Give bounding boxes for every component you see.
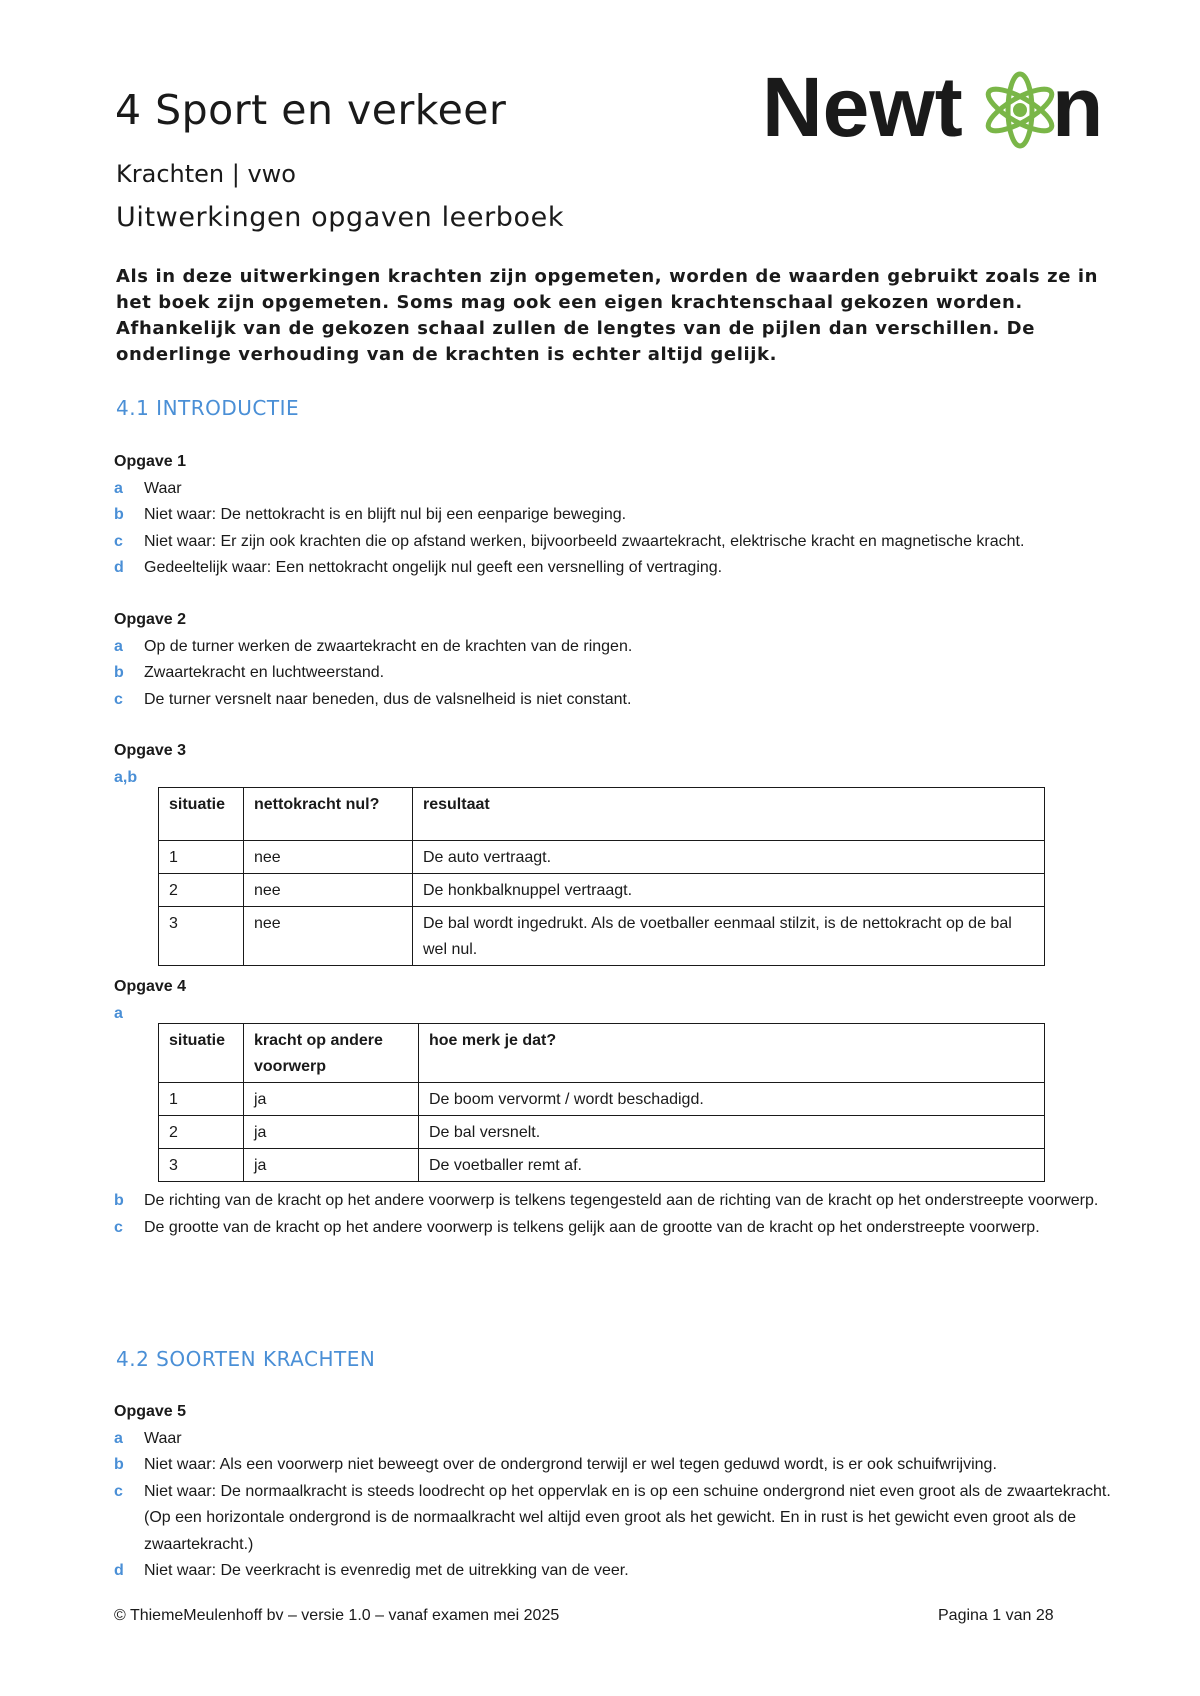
answer-item [114,502,1114,529]
answer-label: d [114,559,124,576]
column-header: situatie [159,788,244,841]
table-row [159,841,1045,874]
column-header: kracht op andere voorwerp [244,1024,419,1083]
table-row [159,1083,1045,1116]
answer-label: a [114,479,123,497]
subtitle: Krachten | vwo [116,160,296,188]
opgave-title: Opgave 3 [114,742,187,759]
opgave-3 [114,738,1114,791]
answer-item [114,1558,1114,1585]
answer-text: Niet waar: De normaalkracht is steeds loodrecht op het oppervlak en is op een schuine ondergrond niet even groot als de zwaartekracht. (Op een horizontale ondergrond is de normaalkracht wel altijd even groot als het gewicht. En in rust is het gewicht even groot als de zwaartekracht.) [144,1482,1111,1553]
answer-text: Waar [144,1429,182,1447]
answer-item [114,476,1114,503]
answer-label: d [114,1562,124,1579]
answer-text: Gedeeltelijk waar: Een nettokracht ongelijk nul geeft een versnelling of vertraging. [144,559,723,576]
opgave-1 [114,449,1114,582]
answer-item [114,1479,1114,1559]
opgave-4 [114,974,1114,1027]
answer-item [114,1426,1114,1453]
answer-item [114,1215,1114,1242]
section-heading-4-1: 4.1 INTRODUCTIE [116,396,300,420]
answer-text: Waar [144,479,182,497]
svg-text:n: n [1052,62,1104,152]
answer-text: Zwaartekracht en luchtweerstand. [144,664,385,681]
column-header: nettokracht nul? [244,788,413,841]
table-cell: 1 [159,841,244,874]
opgave-3-table [158,787,1045,966]
answer-text: Niet waar: De veerkracht is evenredig met de uitrekking van de veer. [144,1562,629,1579]
opgave-4-answers [114,1188,1114,1241]
table-cell: ja [244,1083,419,1116]
answer-text: De turner versnelt naar beneden, dus de valsnelheid is niet constant. [144,690,632,708]
table-row [159,1149,1045,1182]
answer-item [114,529,1114,556]
table-cell: 3 [159,907,244,966]
answer-item [114,660,1114,687]
answer-label: c [114,690,123,708]
answer-label: c [114,1482,123,1500]
table-cell: 1 [159,1083,244,1116]
answer-label: b [114,1456,124,1473]
table-row [159,1116,1045,1149]
table-cell: ja [244,1116,419,1149]
footer-page-number: Pagina 1 van 28 [938,1607,1054,1624]
footer-copyright: © ThiemeMeulenhoff bv – versie 1.0 – vanaf examen mei 2025 [114,1607,560,1624]
answer-text: Niet waar: Als een voorwerp niet beweegt over de ondergrond terwijl er wel tegen geduwd wordt, is er ook schuifwrijving. [144,1456,997,1473]
answer-label: b [114,1192,124,1209]
answer-item [114,1188,1114,1215]
answer-label: b [114,506,124,523]
answer-label: a [114,1429,123,1447]
table-row [159,907,1045,966]
answer-item [114,1452,1114,1479]
table-cell: De honkbalknuppel vertraagt. [413,874,1045,907]
table-header-row [159,788,1045,841]
table-cell: 2 [159,874,244,907]
table-cell: ja [244,1149,419,1182]
answer-label: a [114,637,123,655]
opgave-5 [114,1399,1114,1585]
answer-text: De grootte van de kracht op het andere voorwerp is telkens gelijk aan de grootte van de kracht op het onderstreepte voorwerp. [144,1218,1040,1236]
answer-item [114,634,1114,661]
table-cell: De voetballer remt af. [419,1149,1045,1182]
atom-icon [983,74,1057,146]
answer-text: De richting van de kracht op het andere voorwerp is telkens tegengesteld aan de richting van de kracht op het onderstreepte voorwerp. [144,1192,1099,1209]
table-cell: De bal versnelt. [419,1116,1045,1149]
answer-label: b [114,664,124,681]
answer-text: Niet waar: Er zijn ook krachten die op afstand werken, bijvoorbeeld zwaartekracht, elektrische kracht en magnetische kracht. [144,532,1025,550]
sub-question-label: a,b [114,768,138,786]
table-cell: nee [244,874,413,907]
newton-logo [762,62,1112,152]
answer-text: Niet waar: De nettokracht is en blijft nul bij een eenparige beweging. [144,506,627,523]
column-header: situatie [159,1024,244,1083]
svg-text:Newt: Newt [762,62,963,152]
answer-item [114,555,1114,582]
table-cell: 3 [159,1149,244,1182]
table-cell: De boom vervormt / wordt beschadigd. [419,1083,1045,1116]
column-header: hoe merk je dat? [419,1024,1045,1083]
table-cell: 2 [159,1116,244,1149]
opgave-4-table [158,1023,1045,1182]
page-title: 4 Sport en verkeer [115,86,507,134]
answer-label: c [114,532,123,550]
table-row [159,874,1045,907]
column-header: resultaat [413,788,1045,841]
answer-item [114,687,1114,714]
opgave-title: Opgave 4 [114,978,187,995]
table-cell: nee [244,907,413,966]
table-cell: De auto vertraagt. [413,841,1045,874]
opgave-2 [114,607,1114,713]
opgave-title: Opgave 1 [114,453,187,470]
table-cell: nee [244,841,413,874]
opgave-title: Opgave 2 [114,611,187,628]
answer-text: Op de turner werken de zwaartekracht en de krachten van de ringen. [144,637,633,655]
answer-label: c [114,1218,123,1236]
document-subtitle: Uitwerkingen opgaven leerboek [116,202,565,233]
sub-question-label: a [114,1004,123,1022]
intro-paragraph: Als in deze uitwerkingen krachten zijn opgemeten, worden de waarden gebruikt zoals ze in het boek zijn opgemeten. Soms mag ook een eigen krachtenschaal gekozen worden. Afhankelijk van de gekozen schaal zullen de lengtes van de pijlen dan verschillen. De onderlinge verhouding van de krachten is echter altijd gelijk. [116,266,1099,365]
opgave-title: Opgave 5 [114,1403,187,1420]
table-cell: De bal wordt ingedrukt. Als de voetballer eenmaal stilzit, is de nettokracht op de bal wel nul. [413,907,1045,966]
section-heading-4-2: 4.2 SOORTEN KRACHTEN [116,1347,376,1371]
table-header-row [159,1024,1045,1083]
